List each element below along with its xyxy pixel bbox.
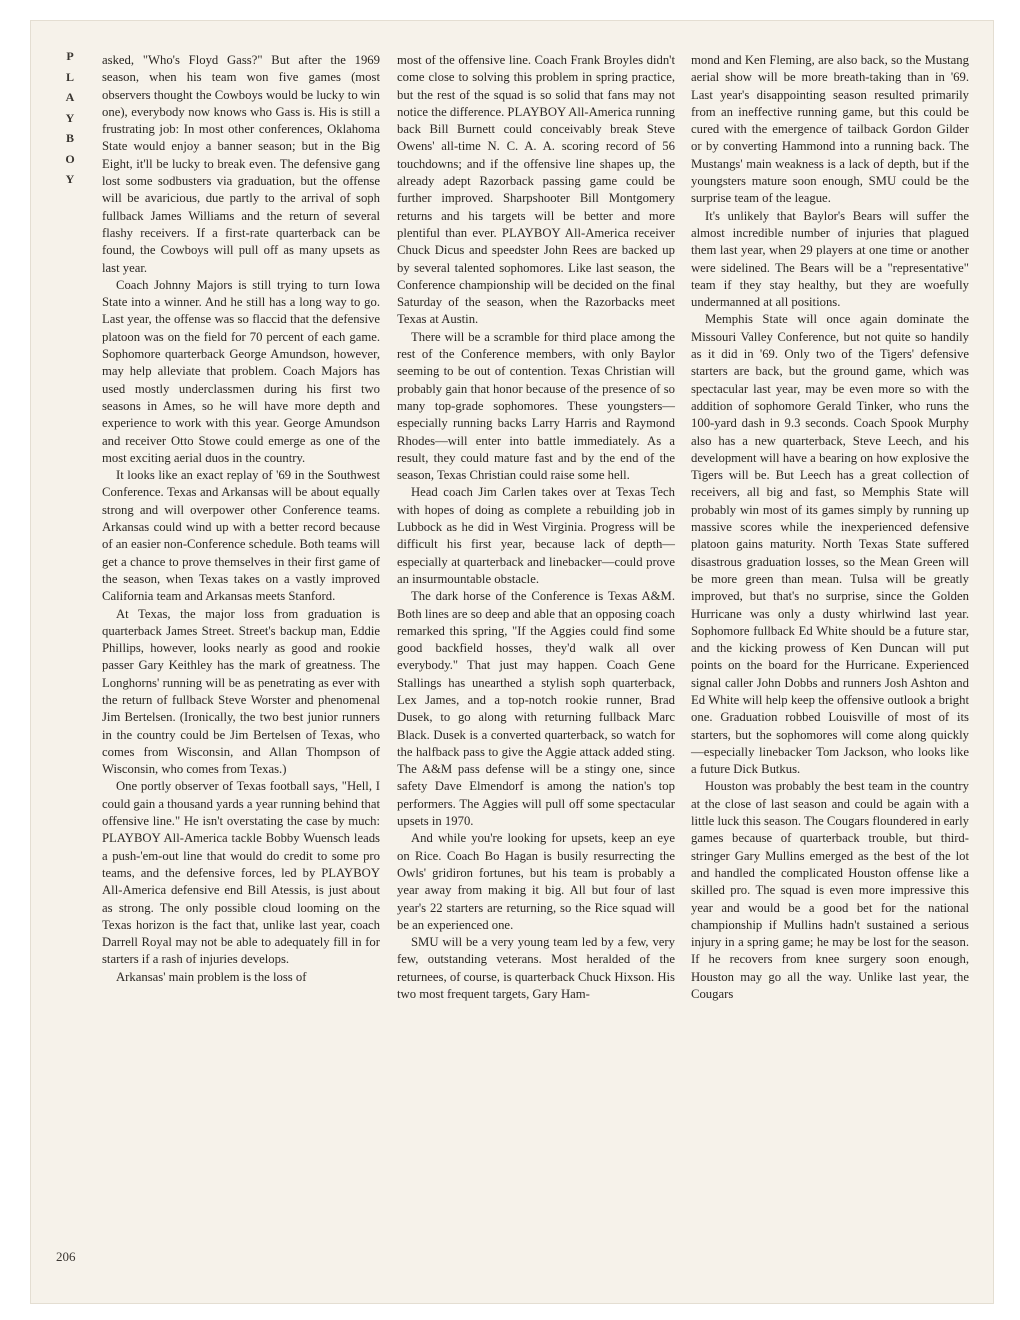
paragraph: At Texas, the major loss from graduation is quarterback James Street. Street's backup man, Eddie Phillips, however, looks nearly as good and rookie passer Gary Keithley has the mark of greatness. The Longhorns' running will be as penetrating as ever with the return of fullback Steve Worster and phenomenal Jim Bertelsen. (Ironically, the two best junior runners in the country could be Jim Bertelsen of Texas, who comes from Wisconsin, and Allan Thompson of Wisconsin, who comes from Texas.) bbox=[102, 606, 380, 777]
paragraph: The dark horse of the Conference is Texas A&M. Both lines are so deep and able that an opposing coach remarked this spring, "If the Aggies could find some good backfield hosses, they'd walk all over everybody." That just may happen. Coach Gene Stallings has unearthed a stylish soph quarterback, Lex James, and a top-notch rookie runner, Brad Dusek, to go along with returning fullback Marc Black. Dusek is a converted quarterback, so watch for the halfback pass to give the Aggie attack added sting. The A&M pass defense will be a stingy one, since safety Dave Elmendorf is among the nation's top performers. The Aggies will pull off some spectacular upsets in 1970. bbox=[397, 589, 675, 829]
paragraph: SMU will be a very young team led by a few, very few, outstanding veterans. Most heralded of the returnees, of course, is quarterback Chuck Hixson. His two most frequent targets, Gary Ham- bbox=[397, 935, 675, 1002]
text-column-1 bbox=[102, 52, 380, 986]
paragraph: asked, "Who's Floyd Gass?" But after the 1969 season, when his team won five games (most observers thought the Cowboys would be lucky to win one), everybody now knows who Gass is. His is still a frustrating job: In most other conferences, Oklahoma State would enjoy a banner season; but in the Big Eight, it'll be lucky to break even. The defensive gang lost some sodbusters via graduation, but the offense will be avaricious, due partly to the arrival of soph fullback James Williams and the return of several flashy receivers. If a first-rate quarterback can be found, the Cowboys will pull off as many upsets as last year. bbox=[102, 53, 380, 275]
masthead-vertical: P L A Y B O Y bbox=[65, 49, 75, 186]
paragraph: Memphis State will once again dominate the Missouri Valley Conference, but not quite so handily as it did in '69. Only two of the Tigers' defensive starters are back, but the ground game, which was spectacular last year, may be even more so with the addition of sophomore Gerald Tinker, who runs the 100-yard dash in 9.3 seconds. Coach Spook Murphy also has a new quarterback, Steve Leech, and his development will have a bearing on how explosive the Tigers will be. But Leech has a great collection of receivers, all big and fast, so Memphis State will probably win most of its games simply by running up massive scores while the inexperienced defensive platoon gains maturity. North Texas State suffered disastrous graduation losses, so the Mean Green will be more green than mean. Tulsa will be greatly improved, but that's no surprise, since the Golden Hurricane was only a dusty whirlwind last year. Sophomore fullback Ed White should be a future star, and the kicking prowess of Ken Duncan will put points on the board for the Hurricane. Experienced signal caller John Dobbs and runners Josh Ashton and Ed White will help keep the offensive outlook a bright one. Graduation robbed Louisville of most of its starters, but the sophomores will come along quickly—especially linebacker Tom Jackson, who looks like a future Dick Butkus. bbox=[691, 312, 969, 777]
paragraph: Head coach Jim Carlen takes over at Texas Tech with hopes of doing as complete a rebuilding job in Lubbock as he did in West Virginia. Progress will be difficult his first year, because lack of depth—especially at quarterback and linebacker—could prove an insurmountable obstacle. bbox=[397, 485, 675, 586]
paragraph: Coach Johnny Majors is still trying to turn Iowa State into a winner. And he still has a long way to go. Last year, the offense was so flaccid that the defensive platoon was on the field for 70 percent of each game. Sophomore quarterback George Amundson, however, may help alleviate that problem. Coach Majors has used mostly underclassmen during his first two seasons in Ames, so he will have more depth and experience to work with this year. George Amundson and receiver Otto Stowe could emerge as one of the most exciting aerial duos in the country. bbox=[102, 277, 380, 465]
paragraph: It's unlikely that Baylor's Bears will suffer the almost incredible number of injuries that plagued them last year, when 29 players at one time or another were sidelined. The Bears will be a "representative" team if they stay healthy, but they are woefully undermanned at all positions. bbox=[691, 208, 969, 310]
paragraph: mond and Ken Fleming, are also back, so the Mustang aerial show will be more breath-taking than in '69. Last year's disappointing season resulted primarily from an ineffective running game, but this could be cured with the emergence of tailback Gordon Gilder or by converting Hammond into a running back. The Mustangs' main weakness is a lack of depth, but if the youngsters mature soon enough, SMU could be the surprise team of the league. bbox=[691, 53, 969, 206]
paragraph: Houston was probably the best team in the country at the close of last season and could be again with a little luck this season. The Cougars floundered in early games because of quarterback trouble, but third-stringer Gary Mullins emerged as the best of the lot and handled the complicated Houston offense like a skilled pro. The squad is even more impressive this year and would be a good bet for the national championship if Mullins hadn't sustained a serious injury in a spring game; he may be lost for the season. If he recovers from knee surgery soon enough, Houston may go all the way. Unlike last year, the Cougars bbox=[691, 779, 969, 1002]
text-column-2 bbox=[397, 52, 675, 1003]
paragraph: One portly observer of Texas football says, "Hell, I could gain a thousand yards a year running behind that offensive line." He isn't overstating the case by much: PLAYBOY All-America tackle Bobby Wuensch leads a push-'em-out line that would do credit to some pro teams, and the defensive forces, led by PLAYBOY All-America defensive end Bill Atessis, is just about as strong. The only possible cloud looming on the Texas horizon is the fact that, unlike last year, coach Darrell Royal may not be able to adequately fill in for starters if a rash of injuries develops. bbox=[102, 779, 380, 967]
paragraph: It looks like an exact replay of '69 in the Southwest Conference. Texas and Arkansas will be about equally strong and will overpower other Conference teams. Arkansas could wind up with a better record because of an easier non-Conference schedule. Both teams will get a chance to prove themselves in their first game of the season, when Texas takes on a vastly improved California team and Arkansas meets Stanford. bbox=[102, 468, 380, 604]
text-column-3 bbox=[691, 52, 969, 1003]
paragraph: There will be a scramble for third place among the rest of the Conference members, with only Baylor seeming to be out of contention. Texas Christian will probably gain that honor because of the presence of so many top-grade sophomores. These youngsters—especially running backs Larry Harris and Raymond Rhodes—will enter into battle immediately. As a result, they could mature fast and by the end of the season, Texas Christian could raise some hell. bbox=[397, 329, 675, 483]
paragraph: And while you're looking for upsets, keep an eye on Rice. Coach Bo Hagan is busily resurrecting the Owls' gridiron fortunes, but his team is probably a year away from making it big. All but four of last year's 22 starters are returning, so the Rice squad will be an experienced one. bbox=[397, 831, 675, 932]
page-number: 206 bbox=[56, 1249, 76, 1264]
paragraph: Arkansas' main problem is the loss of bbox=[116, 969, 307, 984]
paragraph: most of the offensive line. Coach Frank Broyles didn't come close to solving this problem in spring practice, but the rest of the squad is so solid that fans may not notice the difference. PLAYBOY All-America running back Bill Burnett could conceivably break Steve Owens' all-time N. C. A. A. scoring record of 56 touchdowns; and if the offensive line shapes up, the already adept Razorback passing game could be further improved. Sharpshooter Bill Montgomery returns and his targets will be better and more plentiful than ever. PLAYBOY All-America receiver Chuck Dicus and speedster John Rees are backed up by several talented sophomores. Like last season, the Conference championship will be decided on the final Saturday of the season, when the Razorbacks meet Texas at Austin. bbox=[397, 53, 675, 327]
